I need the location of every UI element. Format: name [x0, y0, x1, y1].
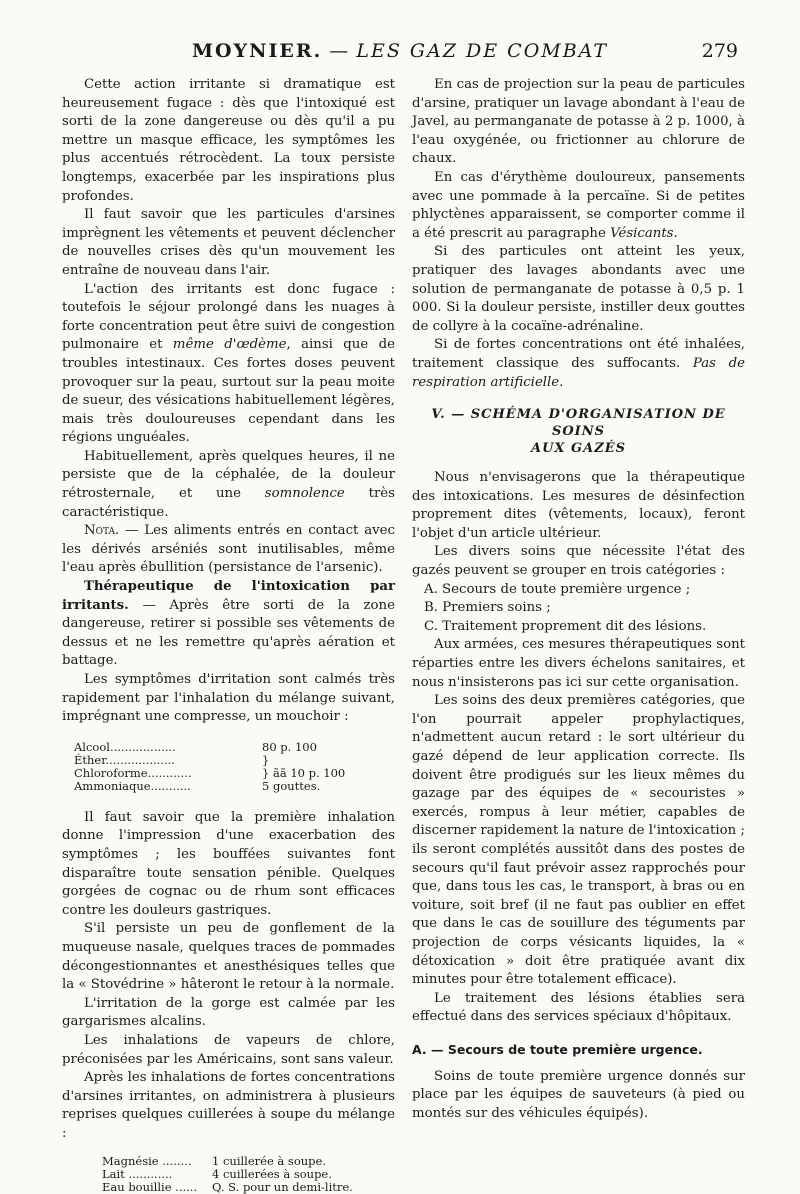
- list-item: C. Traitement proprement dit des lésions.: [424, 618, 707, 634]
- right-paragraph-2: En cas d'érythème douloureux, pansements avec une pommade à la percaïne. Si de petites phlyctènes apparaissent, se comporter comme il a été prescrit au paragraphe Vésicants.: [412, 169, 745, 241]
- left-paragraph-1: Cette action irritante si dramatique est heureusement fugace : dès que l'intoxiqué est sorti de la zone dangereuse ou dès qu'il a pu mettre un masque efficace, les symptômes les plus accentués rétrocèdent. La toux persiste longtemps, exacerbée par les inspirations plus profondes.: [62, 77, 395, 204]
- italic-oedeme: même d'œdème: [172, 337, 287, 353]
- italic-somnolence: somnolence: [264, 486, 345, 502]
- therapeutique-paragraph: Thérapeutique de l'intoxication par irritants. — Après être sorti de la zone dangereuse, retirer si possible ses vêtements de dessus et ne les remettre qu'après aération et battage.: [62, 579, 395, 669]
- header-author: MOYNIER.: [191, 40, 323, 62]
- right-paragraph-3: Si des particules ont atteint les yeux, pratiquer des lavages abondants avec une solution de permanganate de potasse à 0,5 p. 1 000. Si la douleur persiste, instiller deux gouttes de collyre à la cocaïne-adrénaline.: [412, 244, 745, 334]
- list-item: A. Secours de toute première urgence ;: [424, 581, 691, 597]
- recipe-row: Ammoniaque........... 5 gouttes.: [74, 778, 321, 793]
- recipe-inhalation: [74, 741, 395, 793]
- left-paragraph-10: L'irritation de la gorge est calmée par les gargarismes alcalins.: [62, 995, 395, 1030]
- header-title: [150, 40, 650, 62]
- recipe-row: Éther................... }: [74, 752, 270, 767]
- recipe-row: Lait ............ 4 cuillerées à soupe.: [102, 1167, 332, 1182]
- header-dash: —: [322, 40, 357, 62]
- subsection-heading: A. — Secours de toute première urgence.: [412, 1041, 703, 1057]
- right-paragraph-9: Le traitement des lésions établies sera effectué dans des services spéciaux d'hôpitaux.: [412, 990, 745, 1025]
- recipe-row: Alcool.................. 80 p. 100: [74, 739, 317, 754]
- left-paragraph-12: Après les inhalations de fortes concentrations d'arsines irritantes, on administrera à plusieurs reprises quelques cuillerées à soupe du mélange :: [62, 1070, 395, 1141]
- nota-paragraph: Nota. — Les aliments entrés en contact avec les dérivés arséniés sont inutilisables, même l'eau après ébullition (persistance de l'arsenic).: [62, 523, 395, 576]
- left-paragraph-9: S'il persiste un peu de gonflement de la muqueuse nasale, quelques traces de pommades décongestionnantes et anesthésiques telles que la « Stovédrine » hâteront le retour à la normale.: [62, 921, 395, 993]
- header-subtitle: LES GAZ DE COMBAT: [356, 40, 609, 62]
- list-item: B. Premiers soins ;: [424, 600, 551, 616]
- running-header: [0, 40, 800, 70]
- recipe-row: Magnésie ........ 1 cuillerée à soupe.: [102, 1154, 326, 1169]
- right-paragraph-5: Nous n'envisagerons que la thérapeutique des intoxications. Les mesures de désinfection proprement dites (vêtements, locaux), feront l'objet d'un article ultérieur.: [412, 470, 745, 541]
- recipe-row: Eau bouillie ...... Q. S. pour un demi-litre.: [102, 1180, 353, 1194]
- italic-vesicants: Vésicants.: [610, 225, 678, 241]
- right-paragraph-6: Les divers soins que nécessite l'état des gazés peuvent se grouper en trois catégories :: [412, 544, 745, 579]
- left-paragraph-4: Habituellement, après quelques heures, il ne persiste que de la céphalée, de la douleur rétrosternale, et une somnolence très caractéristique.: [62, 448, 395, 520]
- right-paragraph-8: Les soins des deux premières catégories, que l'on pourrait appeler prophylactiques, n'admettent aucun retard : le sort ultérieur du gazé dépend de leur application correcte. Ils doivent être prodigués sur les lieux mêmes du gazage par des équipes de « secouristes » exercés, rompus à leur métier, capables de discerner rapidement la nature de l'intoxication ; ils seront complétés aussitôt dans des postes de secours qu'il faut prévoir assez rapprochés pour que, dans tous les cas, le transport, à bras ou en voiture, soit bref (il ne faut pas oublier en effet que dans le cas de souillure des téguments par projection de corps vésicants liquides, la « détoxication » doit être pratiquée avant dix minutes pour être totalement efficace).: [412, 693, 745, 988]
- left-paragraph-7: Les symptômes d'irritation sont calmés très rapidement par l'inhalation du mélange suivant, imprégnant une compresse, un mouchoir :: [62, 672, 395, 725]
- page-number: 279: [701, 40, 738, 62]
- right-paragraph-1: En cas de projection sur la peau de particules d'arsine, pratiquer un lavage abondant à l'eau de Javel, au permanganate de potasse à 2 p. 1000, à l'eau oxygénée, ou frictionner au chlorure de chaux.: [412, 77, 745, 167]
- left-paragraph-3: L'action des irritants est donc fugace : toutefois le séjour prolongé dans les nuages à forte concentration peut être suivi de congestion pulmonaire et même d'œdème, ainsi que de troubles intestinaux. Ces fortes doses peuvent provoquer sur la peau, surtout sur la peau moite de sueur, des vésications habituellement légères, mais très douloureuses cependant dans les régions unguéales.: [62, 281, 396, 446]
- nota-label: Nota.: [84, 523, 120, 539]
- section-title: V. — SCHÉMA D'ORGANISATION DE SOINS AUX GAZÉS: [431, 407, 726, 457]
- left-paragraph-8: Il faut savoir que la première inhalation donne l'impression d'une exacerbation des symptômes ; les bouffées suivantes font disparaître toute sensation pénible. Quelques gorgées de cognac ou de rhum sont efficaces contre les douleurs gastriques.: [62, 809, 395, 918]
- right-column: [412, 76, 745, 1123]
- right-paragraph-7: Aux armées, ces mesures thérapeutiques sont réparties entre les divers échelons sanitaires, et nous n'insisterons pas ici sur cette organisation.: [412, 637, 745, 690]
- therapeutique-heading: Thérapeutique de l'intoxication par irritants.: [62, 579, 395, 613]
- left-paragraph-2: Il faut savoir que les particules d'arsines imprègnent les vêtements et peuvent déclencher de nouvelles crises dès qu'un mouvement les entraîne de nouveau dans l'air.: [62, 207, 395, 278]
- italic-pas-de-respiration: Pas de respiration artificielle.: [412, 355, 745, 390]
- right-paragraph-4: Si de fortes concentrations ont été inhalées, traitement classique des suffocants. Pas de respiration artificielle.: [412, 337, 745, 390]
- left-paragraph-11: Les inhalations de vapeurs de chlore, préconisées par les Américains, sont sans valeur.: [62, 1032, 395, 1067]
- left-column: [62, 76, 395, 1194]
- recipe-row: Chloroforme............ } ãã 10 p. 100: [74, 765, 346, 780]
- right-paragraph-10: Soins de toute première urgence donnés sur place par les équipes de sauveteurs (à pied ou montés sur des véhicules équipés).: [412, 1068, 745, 1121]
- recipe-mixture: [102, 1155, 395, 1194]
